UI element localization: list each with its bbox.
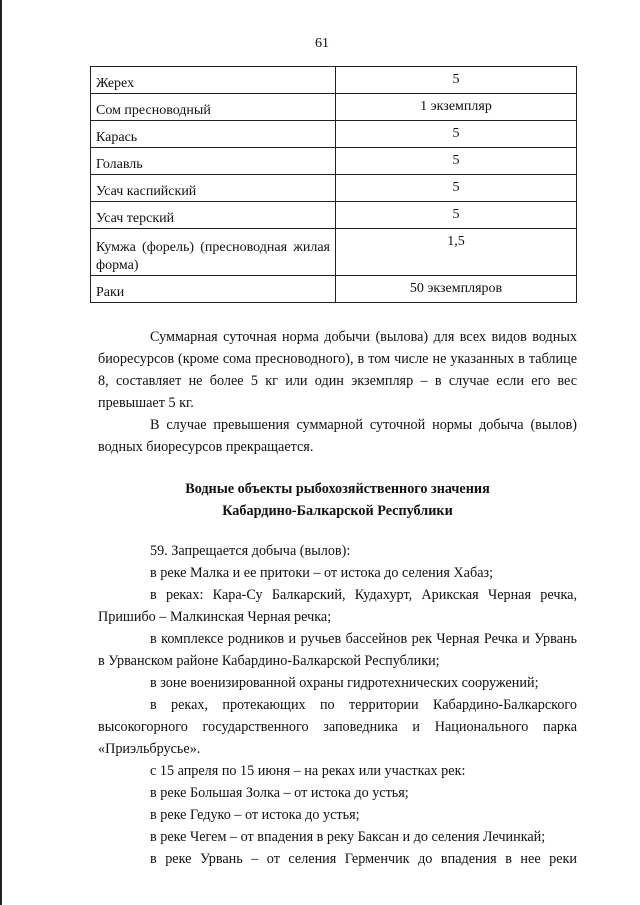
table-row	[91, 94, 577, 121]
table-row	[91, 175, 577, 202]
paragraph: в реке Урвань – от селения Герменчик до впадения в нее реки	[150, 851, 577, 867]
catch-norms-table	[90, 66, 577, 303]
paragraph: в зоне военизированной охраны гидротехнических сооружений;	[150, 675, 539, 691]
paragraph: Суммарная суточная норма добычи (вылова) для всех видов водных биоресурсов (кроме сома пресноводного), в том числе не указанных в таблице 8, составляет не более 5 кг или один экземпляр – в случае если его вес превышает 5 кг.	[98, 329, 577, 411]
catch-norm: 5	[336, 148, 577, 175]
catch-norm: 1 экземпляр	[336, 94, 577, 121]
species-name: Усач терский	[91, 202, 336, 229]
paragraph: в реке Малка и ее притоки – от истока до селения Хабаз;	[150, 565, 494, 581]
section-heading	[98, 478, 577, 522]
table-row	[91, 148, 577, 175]
paragraph: в реке Чегем – от впадения в реку Баксан и до селения Лечинкай;	[150, 829, 546, 845]
prohibition-text	[98, 540, 577, 870]
paragraph: в реке Гедуко – от истока до устья;	[150, 807, 360, 823]
paragraph: в реках, протекающих по территории Кабардино-Балкарского высокогорного государственного заповедника и Национального парка «Приэльбрусье».	[98, 697, 577, 757]
species-name: Раки	[91, 276, 336, 303]
table-row	[91, 67, 577, 94]
catch-norm: 5	[336, 67, 577, 94]
summary-text	[98, 326, 577, 458]
species-name: Сом пресноводный	[91, 94, 336, 121]
paragraph: В случае превышения суммарной суточной нормы добыча (вылов) водных биоресурсов прекращается.	[98, 417, 577, 455]
catch-norm: 5	[336, 175, 577, 202]
heading-line: Кабардино-Балкарской Республики	[222, 503, 453, 519]
table-row	[91, 276, 577, 303]
heading-line: Водные объекты рыбохозяйственного значения	[185, 481, 490, 497]
paragraph: с 15 апреля по 15 июня – на реках или участках рек:	[150, 763, 466, 779]
paragraph: 59. Запрещается добыча (вылов):	[150, 543, 351, 559]
paragraph: в реке Большая Золка – от истока до устья;	[150, 785, 409, 801]
species-name: Карась	[91, 121, 336, 148]
table-row	[91, 229, 577, 276]
table-row	[91, 121, 577, 148]
paragraph: в реках: Кара-Су Балкарский, Кудахурт, Арикская Черная речка, Пришибо – Малкинская Черная речка;	[98, 587, 577, 625]
catch-norm: 5	[336, 121, 577, 148]
species-name: Кумжа (форель) (пресноводная жилая форма)	[91, 229, 336, 276]
species-name: Жерех	[91, 67, 336, 94]
catch-norm: 50 экземпляров	[336, 276, 577, 303]
catch-norm: 5	[336, 202, 577, 229]
catch-norm: 1,5	[336, 229, 577, 276]
table-row	[91, 202, 577, 229]
species-name: Усач каспийский	[91, 175, 336, 202]
paragraph: в комплексе родников и ручьев бассейнов рек Черная Речка и Урвань в Урванском районе Кабардино-Балкарской Республики;	[98, 631, 577, 669]
page-number: 61	[315, 36, 329, 51]
species-name: Голавль	[91, 148, 336, 175]
